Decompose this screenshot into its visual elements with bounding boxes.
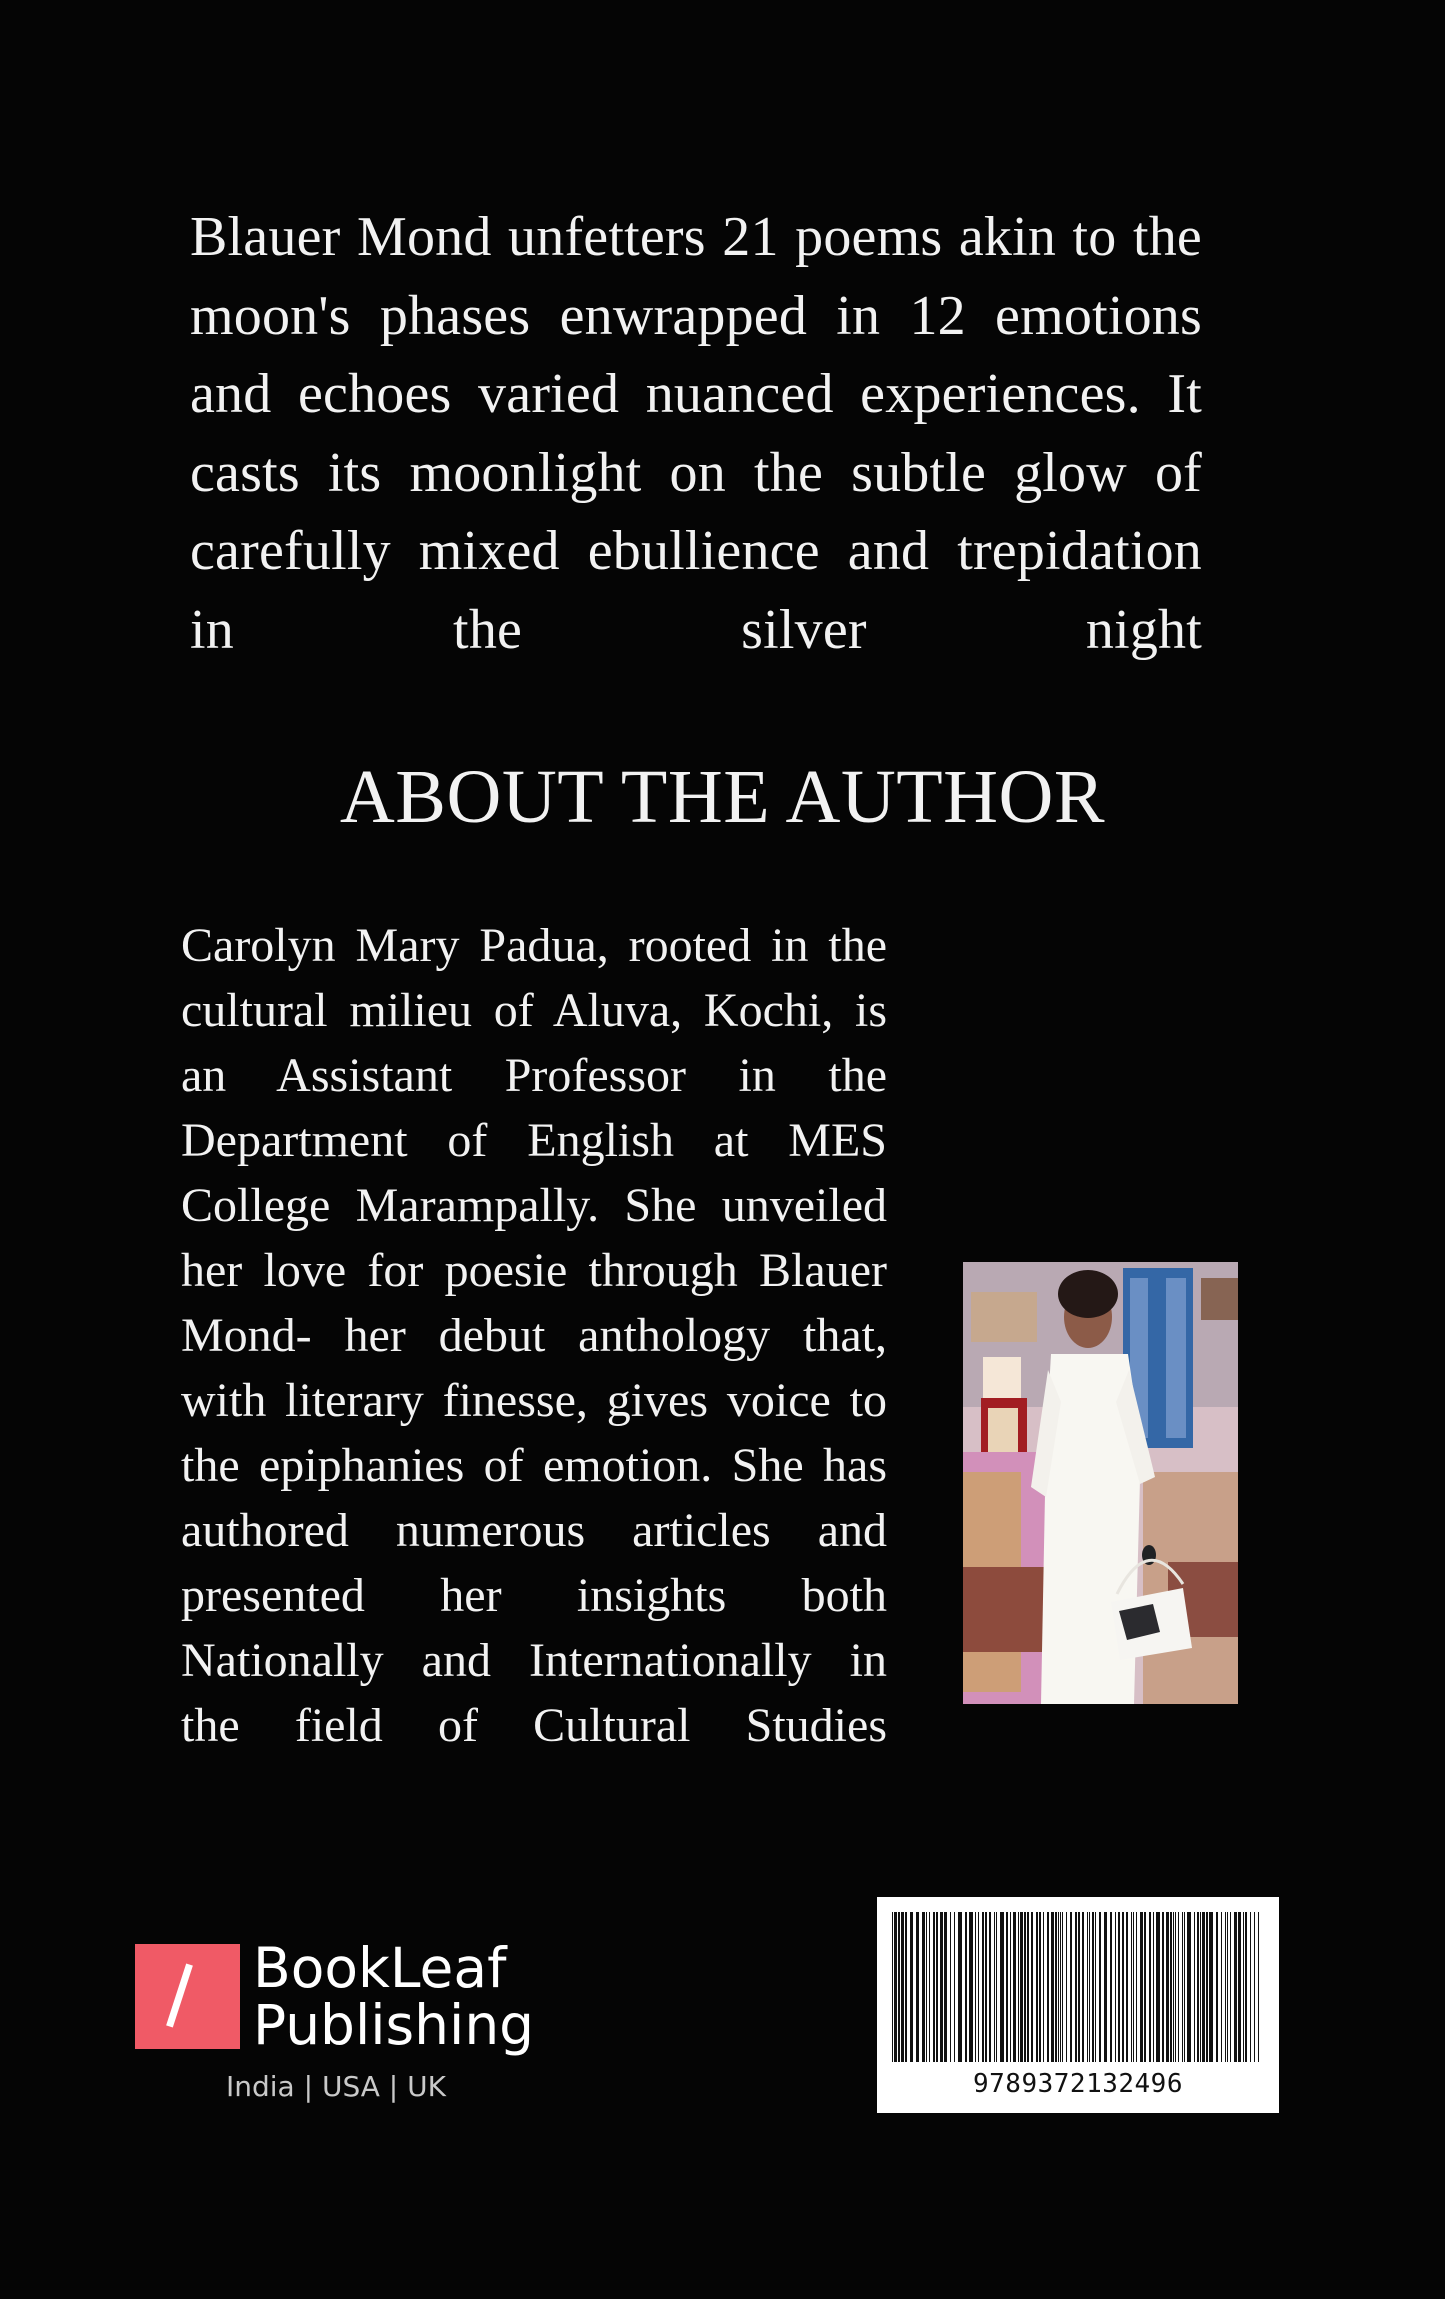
author-photo <box>963 1262 1238 1704</box>
about-author-heading: ABOUT THE AUTHOR <box>339 755 1106 839</box>
book-blurb: Blauer Mond unfetters 21 poems akin to the moon's phases enwrapped in 12 emotions and echoes varied nuanced experiences. It casts its moonlight on the subtle glow of carefully mixed ebullience and trepidation in the silver night <box>190 206 1202 661</box>
publisher-name-line-2: Publishing <box>253 1993 535 2057</box>
author-bio: Carolyn Mary Padua, rooted in the cultural milieu of Aluva, Kochi, is an Assistant Professor in the Department of English at MES College Marampally. She unveiled her love for poesie through Blauer Mond- her debut anthology that, with literary finesse, gives voice to the epiphanies of emotion. She has authored numerous articles and presented her insights both Nationally and Internationally in the field of Cultural Studies <box>181 919 887 1752</box>
publisher-regions: India | USA | UK <box>226 2070 446 2103</box>
isbn-barcode <box>877 1897 1279 2113</box>
isbn-number: 9789372132496 <box>973 2069 1183 2099</box>
bookleaf-mark-icon <box>135 1944 240 2049</box>
publisher-name-line-1: BookLeaf <box>253 1936 507 2000</box>
publisher-logo <box>135 1936 535 2114</box>
